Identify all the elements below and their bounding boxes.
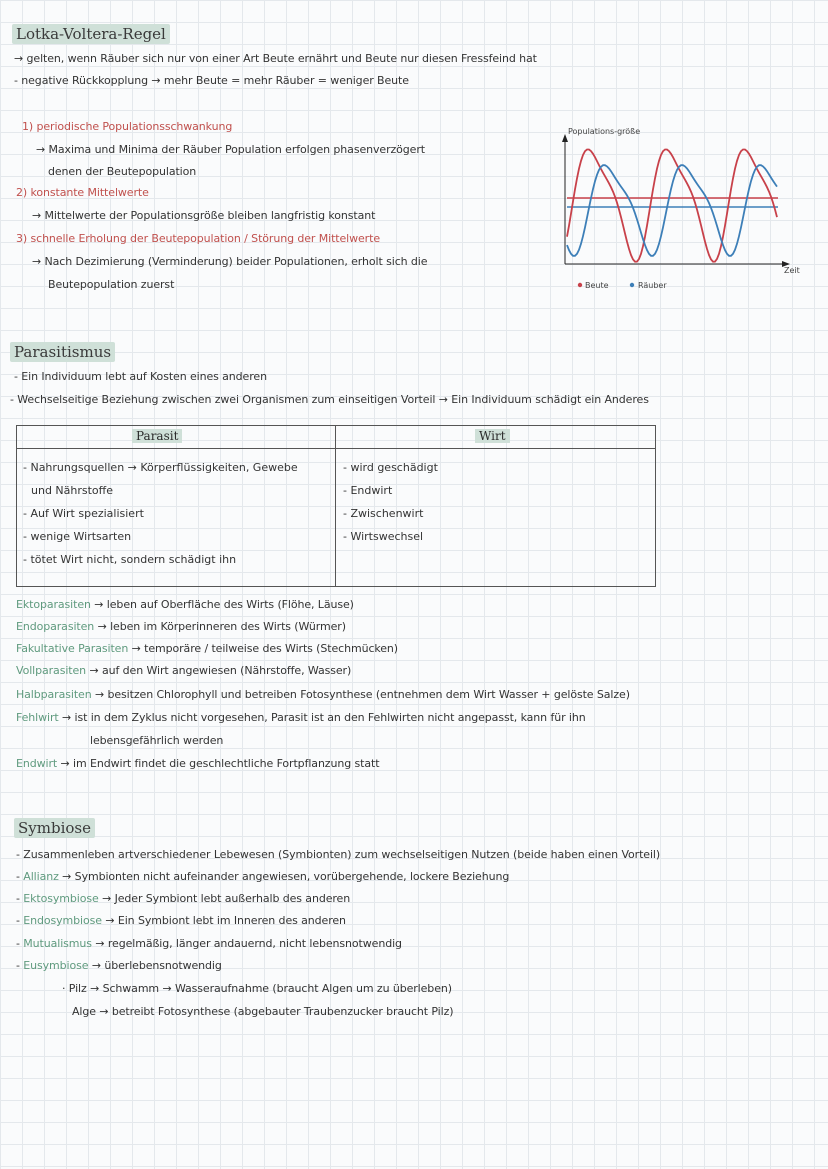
table-header-wirt: Wirt: [475, 429, 510, 443]
legend-prey-dot: [578, 283, 582, 287]
symbiose-text: → Ein Symbiont lebt im Inneren des anderen: [105, 914, 346, 927]
wirt-cell: - Wirtswechsel: [343, 530, 424, 543]
definition-row: [16, 711, 586, 724]
table-header-parasit: Parasit: [132, 429, 182, 443]
wirt-cell: - wird geschädigt: [343, 461, 438, 474]
rule1-text-1: → Maxima und Minima der Räuber Population erfolgen phasenverzögert: [36, 143, 425, 156]
definition-row: [16, 664, 351, 677]
symbiose-term: Endosymbiose: [23, 914, 102, 927]
symbiose-term: Allianz: [23, 870, 59, 883]
rule3-text-2: Beutepopulation zuerst: [48, 278, 175, 291]
symbiose-example-2: Alge → betreibt Fotosynthese (abgebauter Traubenzucker braucht Pilz): [72, 1005, 454, 1018]
definition-term: Halbparasiten: [16, 688, 92, 701]
definition-row: [16, 620, 346, 633]
parasit-cell: - tötet Wirt nicht, sondern schädigt ihn: [23, 553, 237, 566]
definition-row: [16, 688, 630, 701]
symbiose-item: - Mutualismus → regelmäßig, länger andauernd, nicht lebensnotwendig: [16, 937, 402, 950]
x-axis-label: Zeit: [784, 266, 800, 275]
rule2-text: → Mittelwerte der Populationsgröße bleiben langfristig konstant: [32, 209, 376, 222]
symbiose-text: → überlebensnotwendig: [91, 959, 222, 972]
symbiose-text: → Jeder Symbiont lebt außerhalb des anderen: [102, 892, 351, 905]
parasit-cell: - wenige Wirtsarten: [23, 530, 132, 543]
legend-predator-dot: [630, 283, 634, 287]
rule1-text-2: denen der Beutepopulation: [48, 165, 197, 178]
definition-row: [16, 642, 398, 655]
definition-row: [16, 598, 354, 611]
rule2-title: 2) konstante Mittelwerte: [16, 186, 149, 199]
parasit-cell: - Nahrungsquellen → Körperflüssigkeiten, Gewebe: [23, 461, 298, 474]
wirt-cell: - Endwirt: [343, 484, 393, 497]
definition-row: [90, 734, 223, 747]
symbiose-item: - Endosymbiose → Ein Symbiont lebt im Inneren des anderen: [16, 914, 346, 927]
definition-text: → leben auf Oberfläche des Wirts (Flöhe, Läuse): [94, 598, 354, 611]
lotka-volterra-chart: [548, 122, 808, 297]
parasit-wirt-table: [16, 425, 656, 587]
definition-text: → auf den Wirt angewiesen (Nährstoffe, Wasser): [89, 664, 352, 677]
definition-term: Ektoparasiten: [16, 598, 91, 611]
lotka-line-1: → gelten, wenn Räuber sich nur von einer Art Beute ernährt und Beute nur diesen Fressfeind hat: [14, 52, 537, 65]
definition-term: Fehlwirt: [16, 711, 59, 724]
symbiose-item: - Allianz → Symbionten nicht aufeinander angewiesen, vorübergehende, lockere Beziehung: [16, 870, 510, 883]
definition-row: [16, 757, 379, 770]
definition-text: → leben im Körperinneren des Wirts (Würmer): [97, 620, 346, 633]
legend-prey-label: Beute: [585, 281, 609, 290]
parasit-cell: - Auf Wirt spezialisiert: [23, 507, 144, 520]
definition-term: Fakultative Parasiten: [16, 642, 129, 655]
symbiose-item: - Ektosymbiose → Jeder Symbiont lebt außerhalb des anderen: [16, 892, 351, 905]
symbiose-term: Mutualismus: [23, 937, 92, 950]
symbiose-term: Ektosymbiose: [23, 892, 99, 905]
definition-text: → temporäre / teilweise des Wirts (Stechmücken): [131, 642, 398, 655]
parasit-cell: und Nährstoffe: [31, 484, 114, 497]
symbiose-text: → Symbionten nicht aufeinander angewiesen, vorübergehende, lockere Beziehung: [62, 870, 510, 883]
section-title-parasitismus: Parasitismus: [10, 342, 115, 362]
parasitismus-line-1: - Ein Individuum lebt auf Kosten eines anderen: [14, 370, 267, 383]
symbiose-item: - Eusymbiose → überlebensnotwendig: [16, 959, 222, 972]
definition-text: lebensgefährlich werden: [90, 734, 224, 747]
definition-text: → ist in dem Zyklus nicht vorgesehen, Parasit ist an den Fehlwirten nicht angepasst, kann für ihn: [62, 711, 586, 724]
predator-curve: [567, 165, 777, 256]
definition-text: → im Endwirt findet die geschlechtliche Fortpflanzung statt: [60, 757, 380, 770]
y-axis-label: Populations-größe: [568, 127, 641, 136]
symbiose-line-1: - Zusammenleben artverschiedener Lebewesen (Symbionten) zum wechselseitigen Nutzen (beide haben einen Vorteil): [16, 848, 661, 861]
definition-term: Endoparasiten: [16, 620, 95, 633]
legend-predator-label: Räuber: [638, 281, 667, 290]
symbiose-term: Eusymbiose: [23, 959, 89, 972]
lotka-line-2: - negative Rückkopplung → mehr Beute = mehr Räuber = weniger Beute: [14, 74, 409, 87]
rule3-title: 3) schnelle Erholung der Beutepopulation / Störung der Mittelwerte: [16, 232, 380, 245]
section-title-lotka: Lotka-Voltera-Regel: [12, 24, 170, 44]
rule3-text-1: → Nach Dezimierung (Verminderung) beider Populationen, erholt sich die: [32, 255, 428, 268]
definition-term: Vollparasiten: [16, 664, 87, 677]
wirt-cell: - Zwischenwirt: [343, 507, 424, 520]
rule1-title: 1) periodische Populationsschwankung: [22, 120, 233, 133]
symbiose-text: → regelmäßig, länger andauernd, nicht lebensnotwendig: [95, 937, 402, 950]
section-title-symbiose: Symbiose: [14, 818, 95, 838]
definition-term: Endwirt: [16, 757, 58, 770]
definition-text: → besitzen Chlorophyll und betreiben Fotosynthese (entnehmen dem Wirt Wasser + gelöste Salze): [94, 688, 630, 701]
parasitismus-line-2: - Wechselseitige Beziehung zwischen zwei Organismen zum einseitigen Vorteil → Ein Individuum schädigt ein Anderes: [10, 393, 649, 406]
symbiose-example-1: · Pilz → Schwamm → Wasseraufnahme (braucht Algen um zu überleben): [62, 982, 452, 995]
